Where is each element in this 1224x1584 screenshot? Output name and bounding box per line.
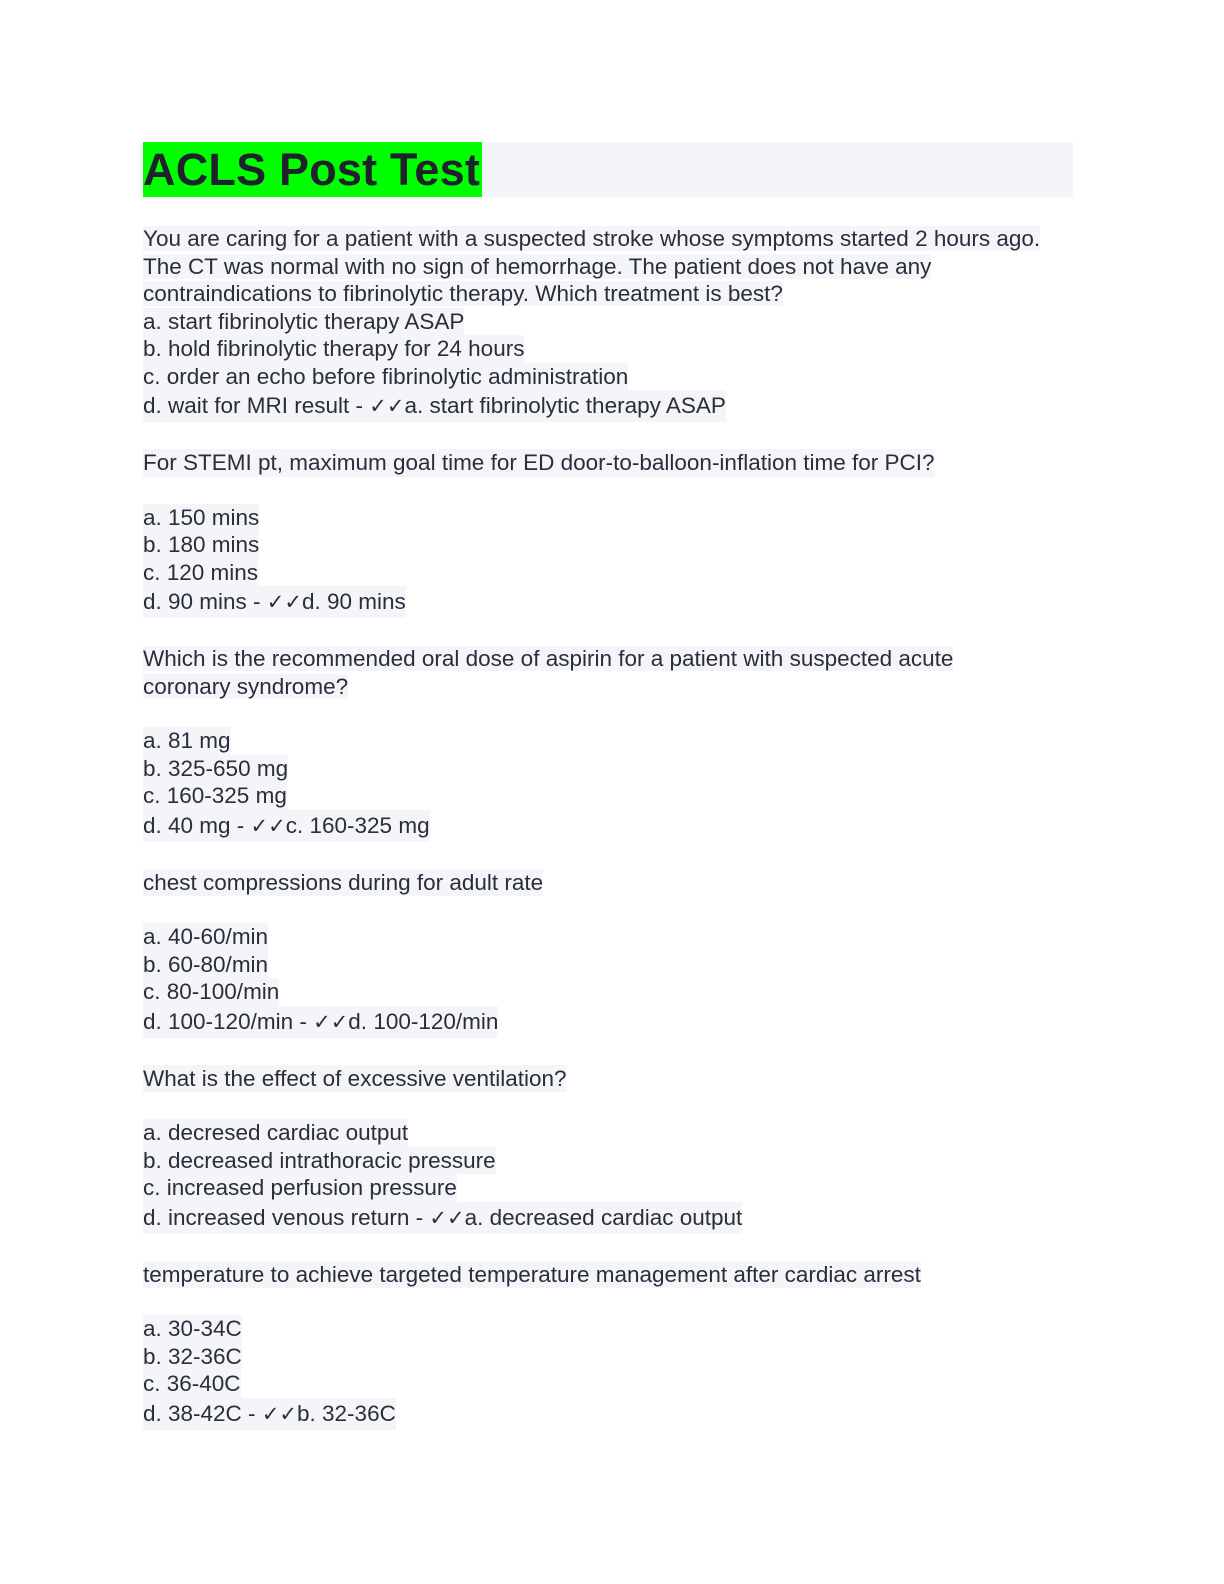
question-block xyxy=(143,225,1073,422)
correct-answer: b. 32-36C xyxy=(297,1400,396,1426)
answer-option: c. 160-325 mg xyxy=(143,783,287,808)
answer-option: b. decreased intrathoracic pressure xyxy=(143,1147,496,1173)
correct-answer: c. 160-325 mg xyxy=(285,812,430,838)
correct-answer: d. 90 mins xyxy=(302,589,406,614)
answer-option: a. 150 mins xyxy=(143,504,260,530)
question-stem: What is the effect of excessive ventilation? xyxy=(143,1065,567,1091)
answer-option: c. order an echo before fibrinolytic administration xyxy=(143,363,629,389)
question-stem: Which is the recommended oral dose of aspirin for a patient with suspected acute coronary syndrome? xyxy=(143,646,954,699)
checkmark-icon: ✓✓ xyxy=(313,1009,349,1034)
checkmark-icon: ✓✓ xyxy=(261,1401,298,1426)
correct-answer: a. start fibrinolytic therapy ASAP xyxy=(404,393,726,418)
answer-option: b. 325-650 mg xyxy=(143,755,289,781)
question-block xyxy=(143,869,1073,1038)
question-stem: chest compressions during for adult rate xyxy=(143,869,544,895)
answer-option: c. 36-40C xyxy=(143,1371,241,1396)
page-title: ACLS Post Test xyxy=(143,144,481,195)
answer-option: a. 30-34C xyxy=(143,1316,242,1341)
answer-option-with-key: d. 90 mins - ✓✓d. 90 mins xyxy=(143,586,1073,618)
question-block xyxy=(143,1065,1073,1234)
question-stem: You are caring for a patient with a suspected stroke whose symptoms started 2 hours ago. The CT was normal with no sign of hemorrhage. The patient does not have any contraindications to fibrinolytic therapy. Which treatment is best? xyxy=(143,226,1041,306)
answer-option: b. 32-36C xyxy=(143,1343,242,1369)
question-list xyxy=(143,225,1073,1430)
title-bar xyxy=(143,142,1073,197)
answer-option: a. 81 mg xyxy=(143,728,231,753)
answer-option-with-key: d. 40 mg - ✓✓c. 160-325 mg xyxy=(143,810,1073,842)
question-stem: temperature to achieve targeted temperature management after cardiac arrest xyxy=(143,1261,921,1287)
correct-answer: d. 100-120/min xyxy=(348,1008,499,1034)
question-block xyxy=(143,1261,1073,1430)
checkmark-icon: ✓✓ xyxy=(250,813,286,838)
checkmark-icon: ✓✓ xyxy=(266,590,302,614)
checkmark-icon: ✓✓ xyxy=(369,394,405,418)
answer-option: c. increased perfusion pressure xyxy=(143,1175,457,1200)
question-block xyxy=(143,645,1073,842)
answer-option: b. 180 mins xyxy=(143,532,260,557)
question-stem: For STEMI pt, maximum goal time for ED door-to-balloon-inflation time for PCI? xyxy=(143,450,935,475)
answer-option: c. 120 mins xyxy=(143,559,259,585)
answer-option: a. start fibrinolytic therapy ASAP xyxy=(143,308,465,334)
answer-option-with-key: d. increased venous return - ✓✓a. decreased cardiac output xyxy=(143,1202,1073,1234)
answer-option: a. 40-60/min xyxy=(143,924,269,949)
answer-option: b. hold fibrinolytic therapy for 24 hours xyxy=(143,336,525,361)
answer-option-with-key: d. 38-42C - ✓✓b. 32-36C xyxy=(143,1398,1073,1430)
question-block xyxy=(143,449,1073,618)
answer-option-with-key: d. 100-120/min - ✓✓d. 100-120/min xyxy=(143,1006,1073,1038)
answer-option: a. decresed cardiac output xyxy=(143,1120,409,1145)
answer-option: b. 60-80/min xyxy=(143,951,269,977)
document-page xyxy=(143,142,1073,1457)
correct-answer: a. decreased cardiac output xyxy=(464,1204,743,1230)
answer-option: c. 80-100/min xyxy=(143,979,280,1004)
answer-option-with-key: d. wait for MRI result - ✓✓a. start fibrinolytic therapy ASAP xyxy=(143,390,1073,422)
checkmark-icon: ✓✓ xyxy=(429,1205,465,1230)
